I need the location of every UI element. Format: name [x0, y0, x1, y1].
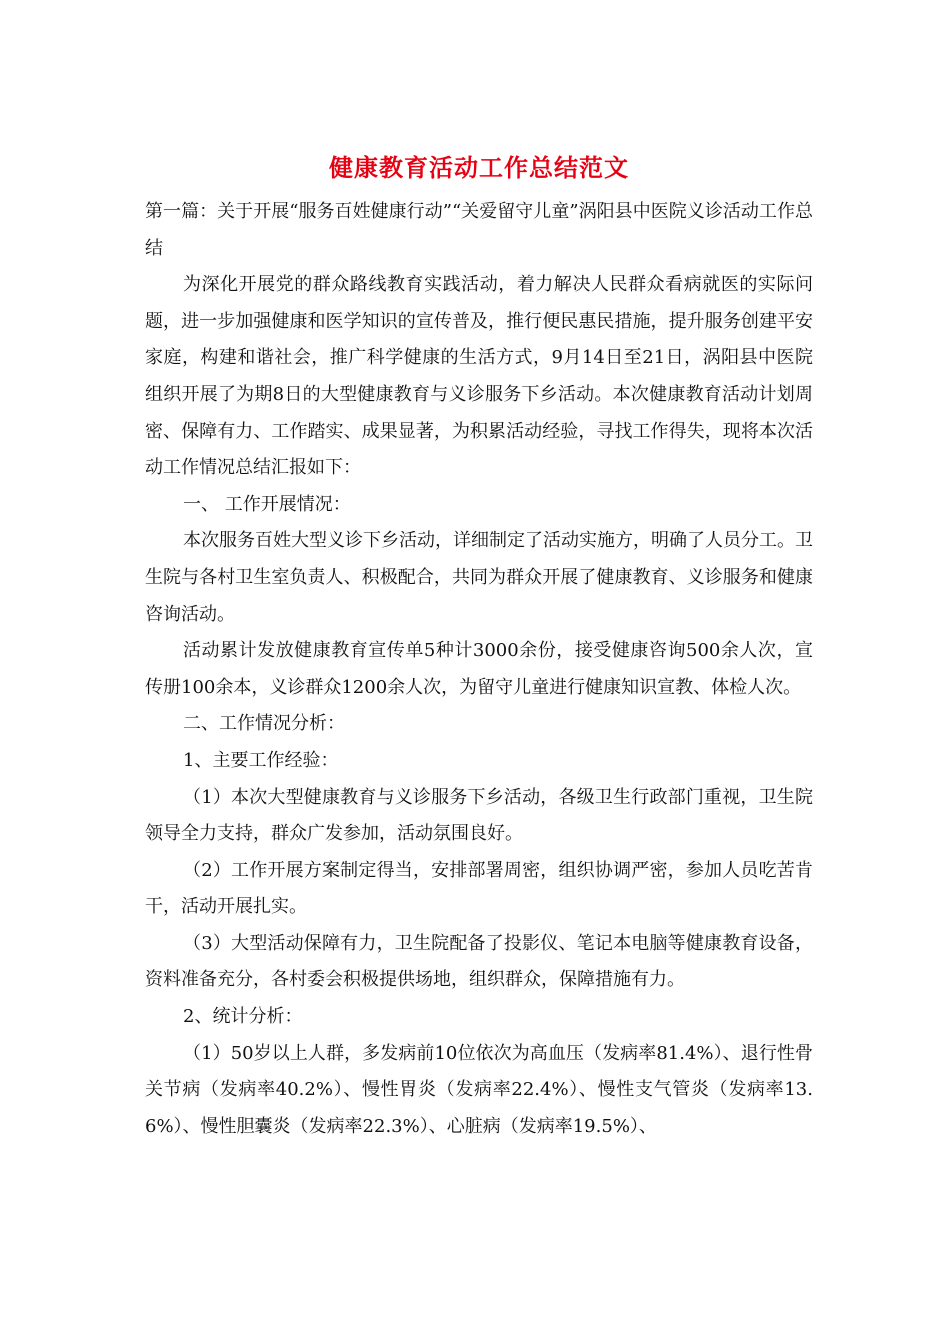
- heading-main-experience: 1、主要工作经验：: [183, 749, 339, 771]
- experience-item-2: （2）工作开展方案制定得当，安排部署周密，组织协调严密，参加人员吃苦肯干，活动开展扎实。: [145, 859, 813, 918]
- experience-item-3: （3）大型活动保障有力，卫生院配备了投影仪、笔记本电脑等健康教育设备，资料准备充分，各村委会积极提供场地，组织群众，保障措施有力。: [145, 932, 813, 991]
- paragraph-activity-plan: 本次服务百姓大型义诊下乡活动，详细制定了活动实施方，明确了人员分工。卫生院与各村卫生室负责人、积极配合，共同为群众开展了健康教育、义诊服务和健康咨询活动。: [145, 530, 813, 625]
- heading-statistical-analysis: 2、统计分析：: [183, 1006, 303, 1028]
- paragraph-activity-stats: 活动累计发放健康教育宣传单5种计3000余份，接受健康咨询500余人次，宣传册100余本，义诊群众1200余人次，为留守儿童进行健康知识宣教、体检人次。: [145, 640, 813, 698]
- document-title: 健康教育活动工作总结范文: [329, 153, 629, 182]
- heading-work-analysis: 二、工作情况分析：: [183, 713, 345, 735]
- heading-work-progress: 一、 工作开展情况：: [183, 493, 351, 515]
- section-heading-first-article: 第一篇：关于开展“服务百姓健康行动”“关爱留守儿童”涡阳县中医院义诊活动工作总结: [145, 201, 813, 259]
- document-page: [145, 150, 813, 1145]
- statistics-item-1: （1）50岁以上人群，多发病前10位依次为高血压（发病率81.4%）、退行性骨关节病（发病率40.2%）、慢性胃炎（发病率22.4%）、慢性支气管炎（发病率13.6%）、慢性胆囊炎（发病率22.3%）、心脏病（发病率19.5%）、: [145, 1042, 813, 1137]
- intro-paragraph: 为深化开展党的群众路线教育实践活动，着力解决人民群众看病就医的实际问题，进一步加强健康和医学知识的宣传普及，推行便民惠民措施，提升服务创建平安家庭，构建和谐社会，推广科学健康的生活方式，9月14日至21日，涡阳县中医院组织开展了为期8日的大型健康教育与义诊服务下乡活动。本次健康教育活动计划周密、保障有力、工作踏实、成果显著，为积累活动经验，寻找工作得失，现将本次活动工作情况总结汇报如下：: [145, 274, 813, 479]
- experience-item-1: （1）本次大型健康教育与义诊服务下乡活动，各级卫生行政部门重视，卫生院领导全力支持，群众广发参加，活动氛围良好。: [145, 786, 813, 845]
